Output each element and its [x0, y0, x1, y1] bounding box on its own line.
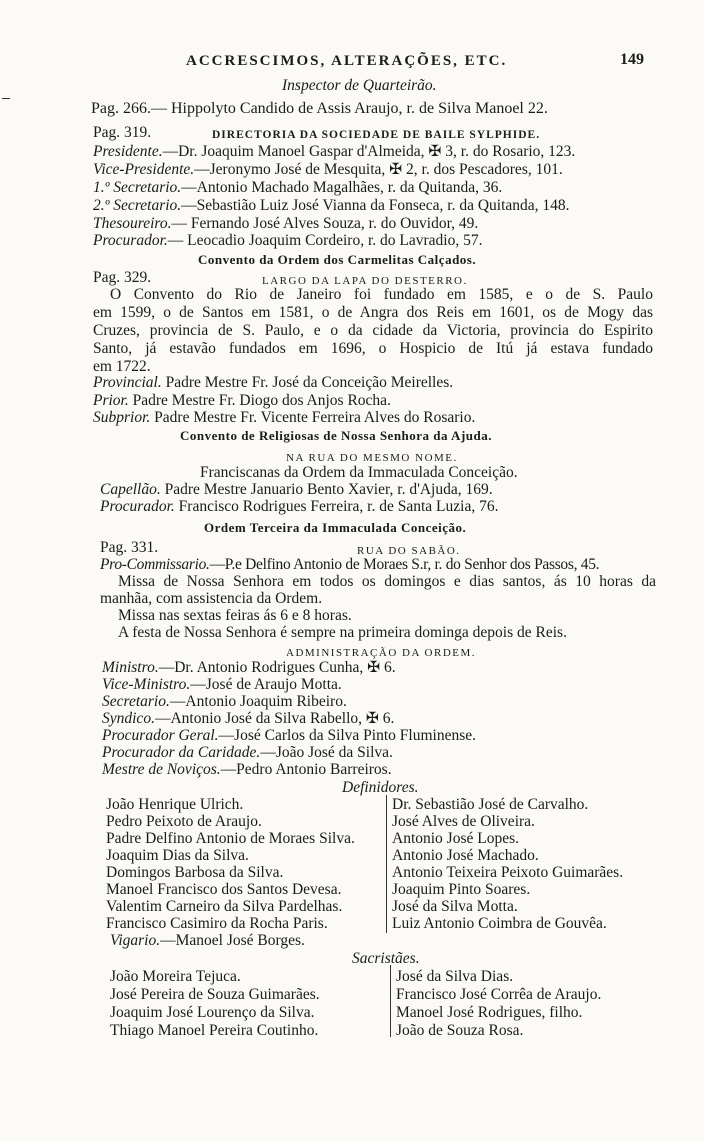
role-label: Pro-Commissario.: [100, 556, 210, 573]
missa-line-2: Missa nas sextas feiras ás 6 e 8 horas.: [118, 607, 352, 624]
ajuda-row: [100, 498, 498, 516]
ajuda-order: Franciscanas da Ordem da Immaculada Conceição.: [200, 464, 518, 481]
role-label: 2.º Secretario.: [93, 197, 182, 214]
role-label: Vice-Ministro.: [102, 676, 191, 693]
role-label: 1.º Secretario.: [93, 179, 182, 196]
row-text: Padre Mestre Fr. José da Conceição Meirelles.: [161, 374, 454, 391]
terceira-subheading: RUA DO SABÃO.: [357, 545, 461, 557]
carmelitas-ref: Pag. 329.: [93, 269, 152, 286]
margin-mark: [2, 98, 10, 99]
role-label: Subprior.: [93, 409, 151, 426]
terceira-ref: Pag. 331.: [100, 539, 159, 556]
role-label: Presidente.: [93, 143, 163, 160]
row-text: —Sebastião Luiz José Vianna da Fonseca, r. da Quitanda, 148.: [181, 197, 570, 214]
row-text: —José Carlos da Silva Pinto Fluminense.: [218, 727, 476, 744]
sylphide-row: [93, 232, 482, 250]
sylphide-row: [93, 215, 478, 233]
definidor-left: Manoel Francisco dos Santos Devesa.: [106, 881, 342, 898]
inspector-heading: Inspector de Quarteirão.: [282, 77, 437, 94]
row-text: —Jeronymo José de Mesquita, ✠ 2, r. dos Pescadores, 101.: [194, 161, 563, 178]
role-label: Prior.: [93, 392, 129, 409]
row-text: —P.e Delfino Antonio de Moraes S.r, r. do Senhor dos Passos, 45.: [209, 556, 600, 573]
paragraph-line: Cruzes, provincia de S. Paulo, e o da cidade da Victoria, provincia do Espirito: [93, 322, 653, 339]
sacristao-right: Francisco José Corrêa de Araujo.: [396, 986, 602, 1003]
admin-row: [102, 727, 476, 745]
row-text: —Antonio Joaquim Ribeiro.: [169, 693, 347, 710]
sylphide-heading: DIRECTORIA DA SOCIEDADE DE BAILE SYLPHIDE.: [212, 129, 541, 141]
sacristao-left: Joaquim José Lourenço da Silva.: [110, 1004, 315, 1021]
definidor-left: João Henrique Ulrich.: [106, 796, 244, 813]
row-text: Padre Mestre Januario Bento Xavier, r. d'Ajuda, 169.: [160, 481, 493, 498]
commissario-row: [100, 556, 599, 574]
admin-row: [102, 710, 394, 728]
missa-line: Missa de Nossa Senhora em todos os domingos e dias santos, ás 10 horas da: [118, 573, 656, 590]
row-text: —Antonio José da Silva Rabello, ✠ 6.: [154, 710, 395, 727]
sylphide-ref: Pag. 319.: [93, 124, 152, 141]
row-text: —Antonio Machado Magalhães, r. da Quitanda, 36.: [181, 179, 503, 196]
ajuda-row: [100, 481, 493, 499]
definidor-left: Valentim Carneiro da Silva Pardelhas.: [106, 898, 343, 915]
definidores-heading: Definidores.: [342, 779, 419, 796]
ajuda-subheading: NA RUA DO MESMO NOME.: [286, 452, 458, 464]
admin-row: [102, 659, 396, 677]
definidor-right: José da Silva Motta.: [392, 898, 518, 915]
row-text: Padre Mestre Fr. Vicente Ferreira Alves do Rosario.: [150, 409, 476, 426]
row-text: Padre Mestre Fr. Diogo dos Anjos Rocha.: [128, 392, 391, 409]
definidor-left: Padre Delfino Antonio de Moraes Silva.: [106, 830, 355, 847]
admin-heading: ADMINISTRAÇÃO DA ORDEM.: [286, 647, 477, 659]
definidor-right: Antonio José Machado.: [392, 847, 539, 864]
role-label: Syndico.: [102, 710, 155, 727]
role-label: Secretario.: [102, 693, 170, 710]
column-divider: [390, 965, 391, 1037]
sacristao-right: José da Silva Dias.: [396, 968, 514, 985]
vigario-row: [110, 932, 305, 950]
row-text: —Dr. Joaquim Manoel Gaspar d'Almeida, ✠ 3, r. do Rosario, 123.: [162, 143, 576, 160]
definidor-right: Luiz Antonio Coimbra de Gouvêa.: [392, 915, 607, 932]
running-header: ACCRESCIMOS, ALTERAÇÕES, ETC.: [186, 53, 508, 69]
role-label: Ministro.: [102, 659, 159, 676]
admin-row: [102, 744, 393, 762]
sylphide-row: [93, 197, 570, 215]
definidor-right: Antonio Teixeira Peixoto Guimarães.: [392, 864, 624, 881]
row-text: —Manoel José Borges.: [160, 932, 305, 949]
missa-line: manhãa, com assistencia da Ordem.: [100, 590, 323, 607]
row-text: — Fernando José Alves Souza, r. do Ouvidor, 49.: [171, 215, 479, 232]
definidor-left: Francisco Casimiro da Rocha Paris.: [106, 915, 328, 932]
role-label: Provincial.: [93, 374, 162, 391]
role-label: Thesoureiro.: [93, 215, 172, 232]
carmelitas-row: [93, 374, 453, 392]
sacristao-right: Manoel José Rodrigues, filho.: [396, 1004, 583, 1021]
role-label: Capellão.: [100, 481, 161, 498]
sylphide-row: [93, 179, 502, 197]
definidor-left: Domingos Barbosa da Silva.: [106, 864, 284, 881]
paragraph-line: Santo, já estavão fundados em 1696, o Hospicio de Itú já estava fundado: [93, 340, 653, 357]
row-text: —Pedro Antonio Barreiros.: [220, 761, 392, 778]
paragraph-line: em 1599, o de Santos em 1581, o de Angra dos Reis em 1601, os de Mogy das: [93, 304, 653, 321]
carmelitas-subheading: LARGO DA LAPA DO DESTERRO.: [262, 275, 468, 287]
carmelitas-row: [93, 409, 475, 427]
definidor-right: Joaquim Pinto Soares.: [392, 881, 531, 898]
carmelitas-heading: Convento da Ordem dos Carmelitas Calçados.: [198, 252, 477, 267]
row-text: —Dr. Antonio Rodrigues Cunha, ✠ 6.: [158, 659, 396, 676]
role-label: Procurador da Caridade.: [102, 744, 261, 761]
sylphide-row: [93, 143, 575, 161]
page-number: 149: [620, 51, 644, 68]
paragraph-line: O Convento do Rio de Janeiro foi fundado em 1585, e o de S. Paulo: [110, 286, 653, 303]
paragraph-line: em 1722.: [93, 358, 151, 375]
sylphide-row: [93, 161, 563, 179]
admin-row: [102, 761, 392, 779]
sacristao-left: Thiago Manoel Pereira Coutinho.: [110, 1022, 319, 1039]
admin-row: [102, 693, 347, 711]
role-label: Procurador.: [100, 498, 175, 515]
row-text: Francisco Rodrigues Ferreira, r. de Santa Luzia, 76.: [174, 498, 499, 515]
festa-line: A festa de Nossa Senhora é sempre na primeira dominga depois de Reis.: [118, 624, 567, 641]
row-text: —João José da Silva.: [260, 744, 393, 761]
sacristao-left: João Moreira Tejuca.: [110, 968, 241, 985]
row-text: — Leocadio Joaquim Cordeiro, r. do Lavradio, 57.: [167, 232, 483, 249]
definidor-right: José Alves de Oliveira.: [392, 813, 535, 830]
ajuda-heading: Convento de Religiosas de Nossa Senhora da Ajuda.: [180, 428, 492, 443]
admin-row: [102, 676, 342, 694]
definidor-right: Antonio José Lopes.: [392, 830, 520, 847]
definidor-right: Dr. Sebastião José de Carvalho.: [392, 796, 589, 813]
row-text: —José de Araujo Motta.: [190, 676, 342, 693]
role-label: Procurador.: [93, 232, 168, 249]
definidor-left: Pedro Peixoto de Araujo.: [106, 813, 262, 830]
sacristaes-heading: Sacristães.: [352, 950, 420, 967]
definidor-left: Joaquim Dias da Silva.: [106, 847, 249, 864]
role-label: Vigario.: [110, 932, 161, 949]
role-label: Vice-Presidente.: [93, 161, 195, 178]
sacristao-right: João de Souza Rosa.: [396, 1022, 524, 1039]
role-label: Mestre de Noviços.: [102, 761, 221, 778]
column-divider: [386, 795, 387, 933]
sacristao-left: José Pereira de Souza Guimarães.: [110, 986, 320, 1003]
carmelitas-row: [93, 392, 391, 410]
terceira-heading: Ordem Terceira da Immaculada Conceição.: [204, 520, 467, 535]
inspector-line: Pag. 266.— Hippolyto Candido de Assis Araujo, r. de Silva Manoel 22.: [91, 100, 548, 117]
role-label: Procurador Geral.: [102, 727, 219, 744]
